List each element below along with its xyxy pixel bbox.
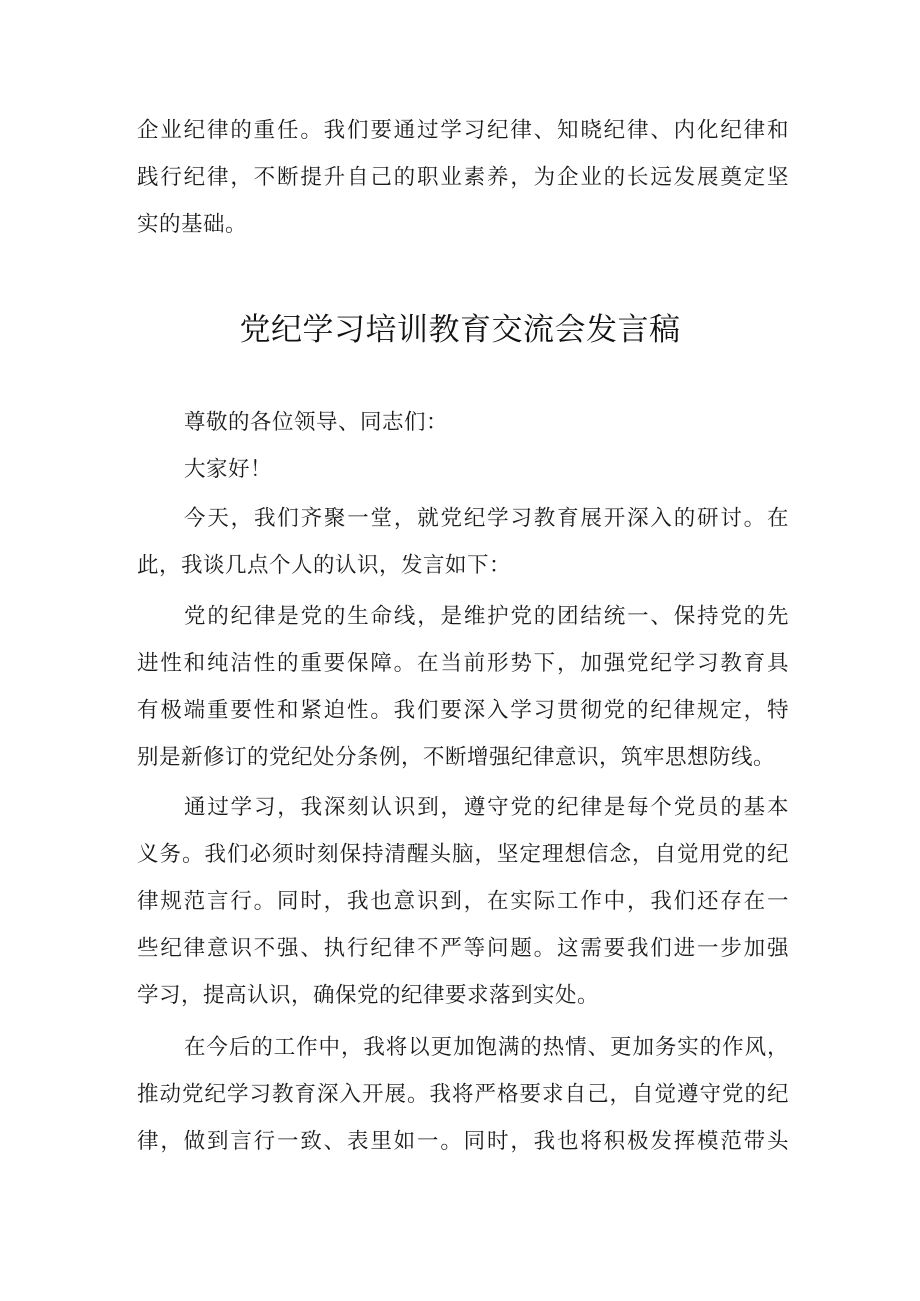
paragraph-3-line-3: 律规范言行。同时，我也意识到，在实际工作中，我们还存在一 — [137, 889, 789, 914]
paragraph-3-line-5: 学习，提高认识，确保党的纪律要求落到实处。 — [137, 983, 600, 1008]
paragraph-1-line-1: 今天，我们齐聚一堂，就党纪学习教育展开深入的研讨。在 — [184, 506, 789, 531]
greeting: 大家好！ — [184, 457, 273, 482]
intro-line-3: 实的基础。 — [137, 212, 248, 237]
paragraph-2-line-1: 党的纪律是党的生命线，是维护党的团结统一、保持党的先 — [184, 604, 789, 629]
paragraph-2-line-4: 别是新修订的党纪处分条例，不断增强纪律意识，筑牢思想防线。 — [137, 745, 776, 770]
paragraph-4 — [137, 1024, 789, 1165]
paragraph-3-line-4: 些纪律意识不强、执行纪律不严等问题。这需要我们进一步加强 — [137, 936, 789, 961]
paragraph-1 — [137, 495, 789, 589]
paragraph-4-line-3: 律，做到言行一致、表里如一。同时，我也将积极发挥模范带头 — [137, 1129, 789, 1154]
paragraph-2-line-2: 进性和纯洁性的重要保障。在当前形势下，加强党纪学习教育具 — [137, 651, 789, 676]
paragraph-1-line-2: 此，我谈几点个人的认识，发言如下： — [137, 553, 512, 578]
salutation: 尊敬的各位领导、同志们： — [184, 410, 449, 435]
intro-paragraph — [137, 107, 789, 248]
intro-line-2: 践行纪律，不断提升自己的职业素养，为企业的长远发展奠定坚 — [137, 165, 789, 190]
paragraph-2-line-3: 有极端重要性和紧迫性。我们要深入学习贯彻党的纪律规定，特 — [137, 698, 789, 723]
paragraph-3 — [137, 784, 789, 1019]
intro-line-1: 企业纪律的重任。我们要通过学习纪律、知晓纪律、内化纪律和 — [137, 118, 789, 143]
paragraph-2 — [137, 593, 789, 781]
paragraph-4-line-1: 在今后的工作中，我将以更加饱满的热情、更加务实的作风， — [184, 1035, 789, 1060]
document-title: 党纪学习培训教育交流会发言稿 — [239, 312, 681, 348]
paragraph-4-line-2: 推动党纪学习教育深入开展。我将严格要求自己，自觉遵守党的纪 — [137, 1082, 789, 1107]
salutation-block — [137, 399, 789, 493]
paragraph-3-line-2: 义务。我们必须时刻保持清醒头脑，坚定理想信念，自觉用党的纪 — [137, 842, 789, 867]
paragraph-3-line-1: 通过学习，我深刻认识到，遵守党的纪律是每个党员的基本 — [184, 795, 789, 820]
